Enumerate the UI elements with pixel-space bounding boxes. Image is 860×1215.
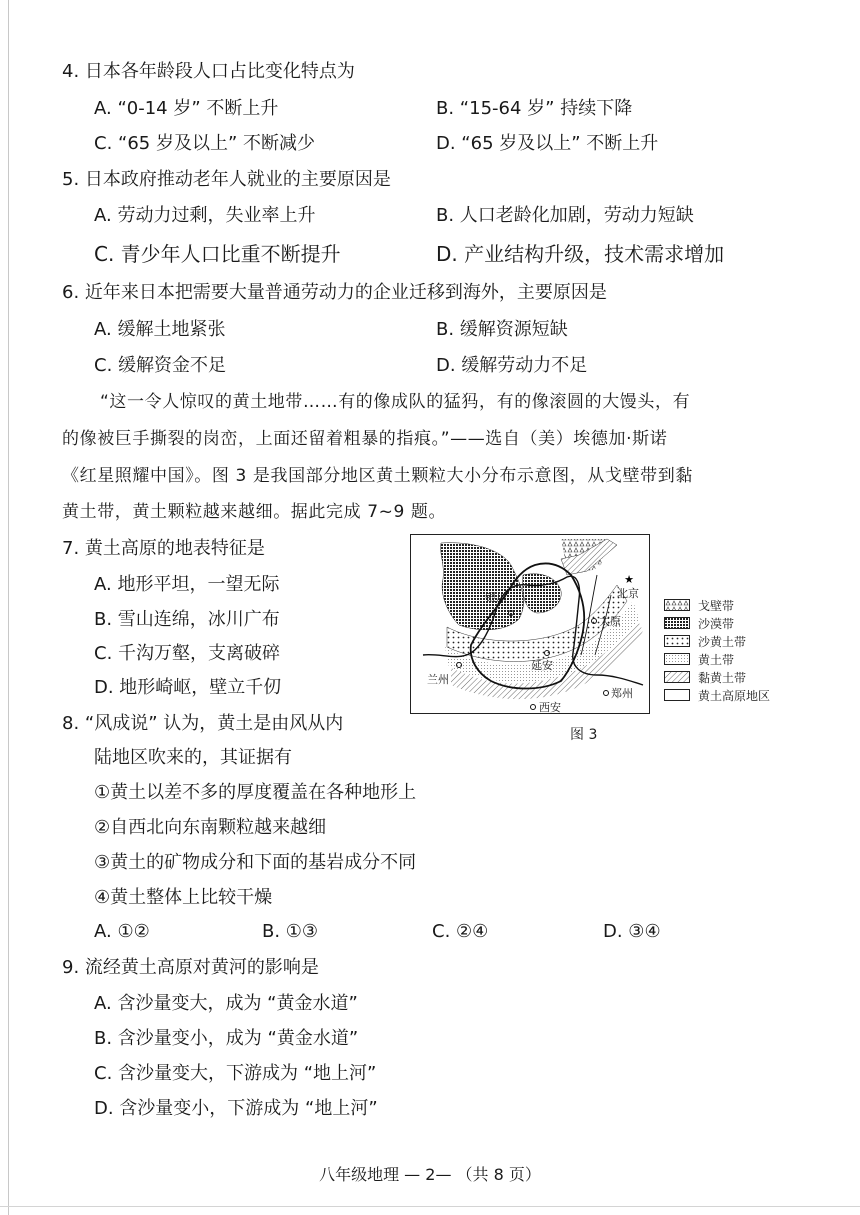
city-lanzhou: 兰州 [427,673,449,686]
q6-option-b: B. 缓解资源短缺 [436,319,568,340]
q5-option-c: C. 青少年人口比重不断提升 [94,242,341,266]
legend-clay-loess-label: 黏黄土带 [698,671,747,685]
q5-option-a: A. 劳动力过剩，失业率上升 [94,205,316,226]
legend-gobi-label: 戈壁带 [698,599,735,613]
q7-option-b: B. 雪山连绵，冰川广布 [94,609,280,630]
q8-stem-line-1: 8. “风成说” 认为，黄土是由风从内 [62,713,344,734]
q9-option-a: A. 含沙量变大，成为 “黄金水道” [94,993,358,1014]
q6-option-d: D. 缓解劳动力不足 [436,355,588,376]
xian-marker [531,705,536,710]
page-left-edge [8,0,9,1215]
q5-stem: 5. 日本政府推动老年人就业的主要原因是 [62,169,391,190]
legend-loess-swatch [664,653,690,665]
q8-option-c: C. ②④ [432,921,489,942]
passage-line-1: “这一令人惊叹的黄土地带……有的像成队的猛犸，有的像滚圆的大馒头，有 [100,392,691,412]
q9-option-b: B. 含沙量变小，成为 “黄金水道” [94,1028,359,1049]
q5-option-d: D. 产业结构升级，技术需求增加 [436,242,725,266]
passage-line-2: 的像被巨手撕裂的岗峦，上面还留着粗暴的指痕。”——选自（美）埃德加·斯诺 [62,429,668,449]
q4-option-c: C. “65 岁及以上” 不断减少 [94,133,316,154]
passage-line-3: 《红星照耀中国》。图 3 是我国部分地区黄土颗粒大小分布示意图，从戈壁带到黏 [62,466,693,486]
q9-option-d: D. 含沙量变小，下游成为 “地上河” [94,1098,378,1119]
q6-option-c: C. 缓解资金不足 [94,355,227,376]
q8-statement-3: ③黄土的矿物成分和下面的基岩成分不同 [94,852,417,873]
q8-statement-2: ②自西北向东南颗粒越来越细 [94,817,327,838]
q8-statement-1: ①黄土以差不多的厚度覆盖在各种地形上 [94,782,417,803]
q4-stem: 4. 日本各年龄段人口占比变化特点为 [62,61,355,82]
zhengzhou-marker [604,691,609,696]
city-zhengzhou: 郑州 [611,687,633,700]
legend-loess-plateau-label: 黄土高原地区 [698,689,771,703]
q4-option-d: D. “65 岁及以上” 不断上升 [436,133,659,154]
legend-desert-label: 沙漠带 [698,617,735,631]
q7-option-d: D. 地形崎岖，壁立千仞 [94,677,282,698]
city-taiyuan: 太原 [599,615,621,628]
page-footer: 八年级地理 — 2— （共 8 页） [319,1165,541,1184]
passage-line-4: 黄土带，黄土颗粒越来越细。据此完成 7~9 题。 [62,502,447,522]
beijing-star-icon: ★ [624,573,634,586]
legend-sandy-loess-label: 沙黄土带 [698,635,747,649]
q7-option-a: A. 地形平坦，一望无际 [94,574,280,595]
q8-option-a: A. ①② [94,921,150,942]
q9-option-c: C. 含沙量变大，下游成为 “地上河” [94,1063,377,1084]
q8-option-b: B. ①③ [262,921,319,942]
q8-stem-line-2: 陆地区吹来的，其证据有 [94,747,292,768]
q4-option-b: B. “15-64 岁” 持续下降 [436,98,633,119]
q8-option-d: D. ③④ [603,921,661,942]
page-bottom-edge [0,1206,860,1207]
q4-option-a: A. “0-14 岁” 不断上升 [94,98,279,119]
figure-caption: 图 3 [570,727,598,743]
desert-zone-east [523,574,562,613]
q6-option-a: A. 缓解土地紧张 [94,319,226,340]
q7-option-c: C. 千沟万壑，支离破碎 [94,643,281,664]
legend-sandy-loess-swatch [664,635,690,647]
q6-stem: 6. 近年来日本把需要大量普通劳动力的企业迁移到海外，主要原因是 [62,282,607,303]
city-beijing: 北京 [617,587,639,600]
city-yanan: 延安 [531,659,553,672]
q5-option-b: B. 人口老龄化加剧，劳动力短缺 [436,205,694,226]
city-yinchuan: 银川 [485,591,507,604]
figure-3 [410,534,782,744]
q8-statement-4: ④黄土整体上比较干燥 [94,887,273,908]
q9-stem: 9. 流经黄土高原对黄河的影响是 [62,957,319,978]
loess-map [410,534,650,714]
q7-stem: 7. 黄土高原的地表特征是 [62,538,265,559]
city-xian: 西安 [539,701,561,714]
legend-loess-plateau-swatch [664,689,690,701]
legend-desert-swatch [664,617,690,629]
legend-loess-label: 黄土带 [698,653,735,667]
legend-clay-loess-swatch [664,671,690,683]
legend-gobi-swatch [664,599,690,611]
